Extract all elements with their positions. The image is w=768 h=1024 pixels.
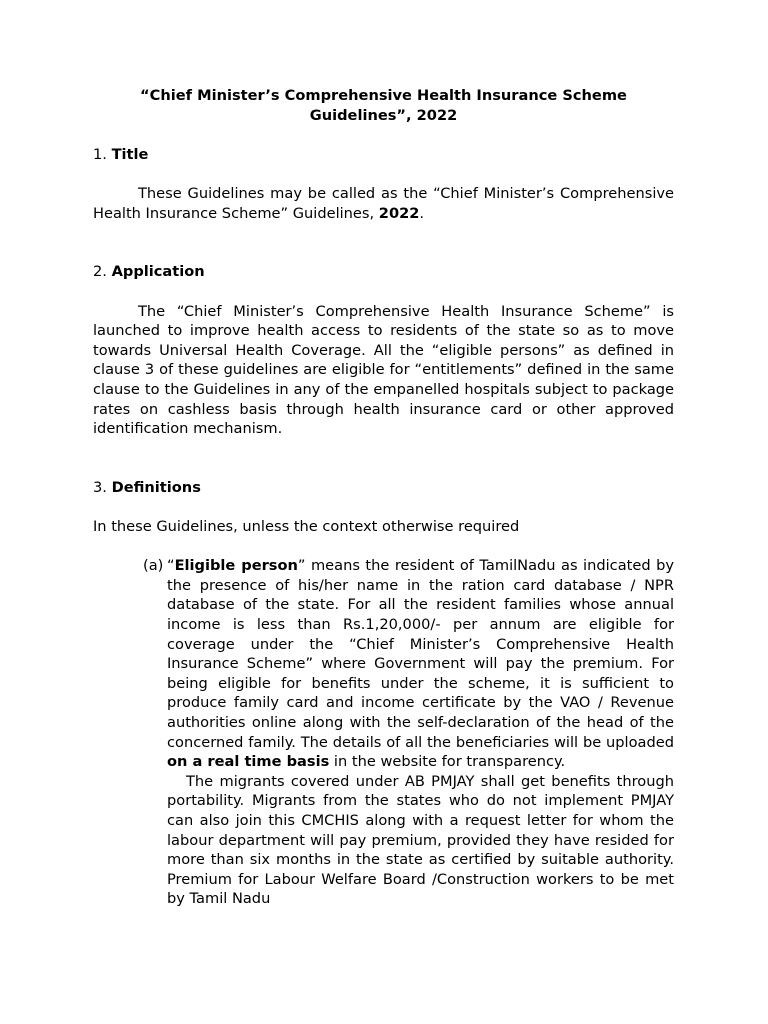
document-title-line1: “Chief Minister’s Comprehensive Health Insurance Scheme [140, 87, 627, 104]
section-1-body: These Guidelines may be called as the “Chief Minister’s Comprehensive Health Insurance Scheme” Guidelines, 2022. [93, 184, 674, 222]
section-2-heading: 2. Application [93, 263, 205, 281]
document-title-line2: Guidelines”, 2022 [309, 106, 458, 124]
definition-term: Eligible person [174, 557, 298, 575]
definition-item-a-label: (a) [143, 557, 164, 575]
section-1-heading: 1. Title [93, 145, 149, 163]
definition-item-a [143, 556, 674, 909]
section-3-intro: In these Guidelines, unless the context otherwise required [93, 518, 520, 536]
definition-item-a-para1: “Eligible person” means the resident of TamilNadu as indicated by the presence of his/her name in the ration card database / NPR database of the state. For all the resident families whose annual income is less than Rs.1,20,000/- per annum are eligible for coverage under the “Chief Minister’s Comprehensive Health Insurance Scheme” where Government will pay the premium. For being eligible for benefits under the scheme, it is sufficient to produce family card and income certificate by the VAO / Revenue authorities online along with the self-declaration of the head of the concerned family. The details of all the beneficiaries will be uploaded on a real time basis in the website for transparency. [167, 557, 674, 771]
section-3-heading: 3. Definitions [93, 478, 201, 496]
section-2-body: The “Chief Minister’s Comprehensive Health Insurance Scheme” is launched to improve health access to residents of the state so as to move towards Universal Health Coverage. All the “eligible persons” as defined in clause 3 of these guidelines are eligible for “entitlements” defined in the same clause to the Guidelines in any of the empanelled hospitals subject to package rates on cashless basis through health insurance card or other approved identification mechanism. [93, 302, 674, 438]
document-page [93, 86, 674, 909]
definition-item-a-para2: The migrants covered under AB PMJAY shall get benefits through portability. Migrants from the states who do not implement PMJAY can also join this CMCHIS along with a request letter for whom the labour department will pay premium, provided they have resided for more than six months in the state as certified by suitable authority. Premium for Labour Welfare Board /Construction workers to be met by Tamil Nadu [167, 772, 674, 908]
document-title [93, 86, 674, 125]
